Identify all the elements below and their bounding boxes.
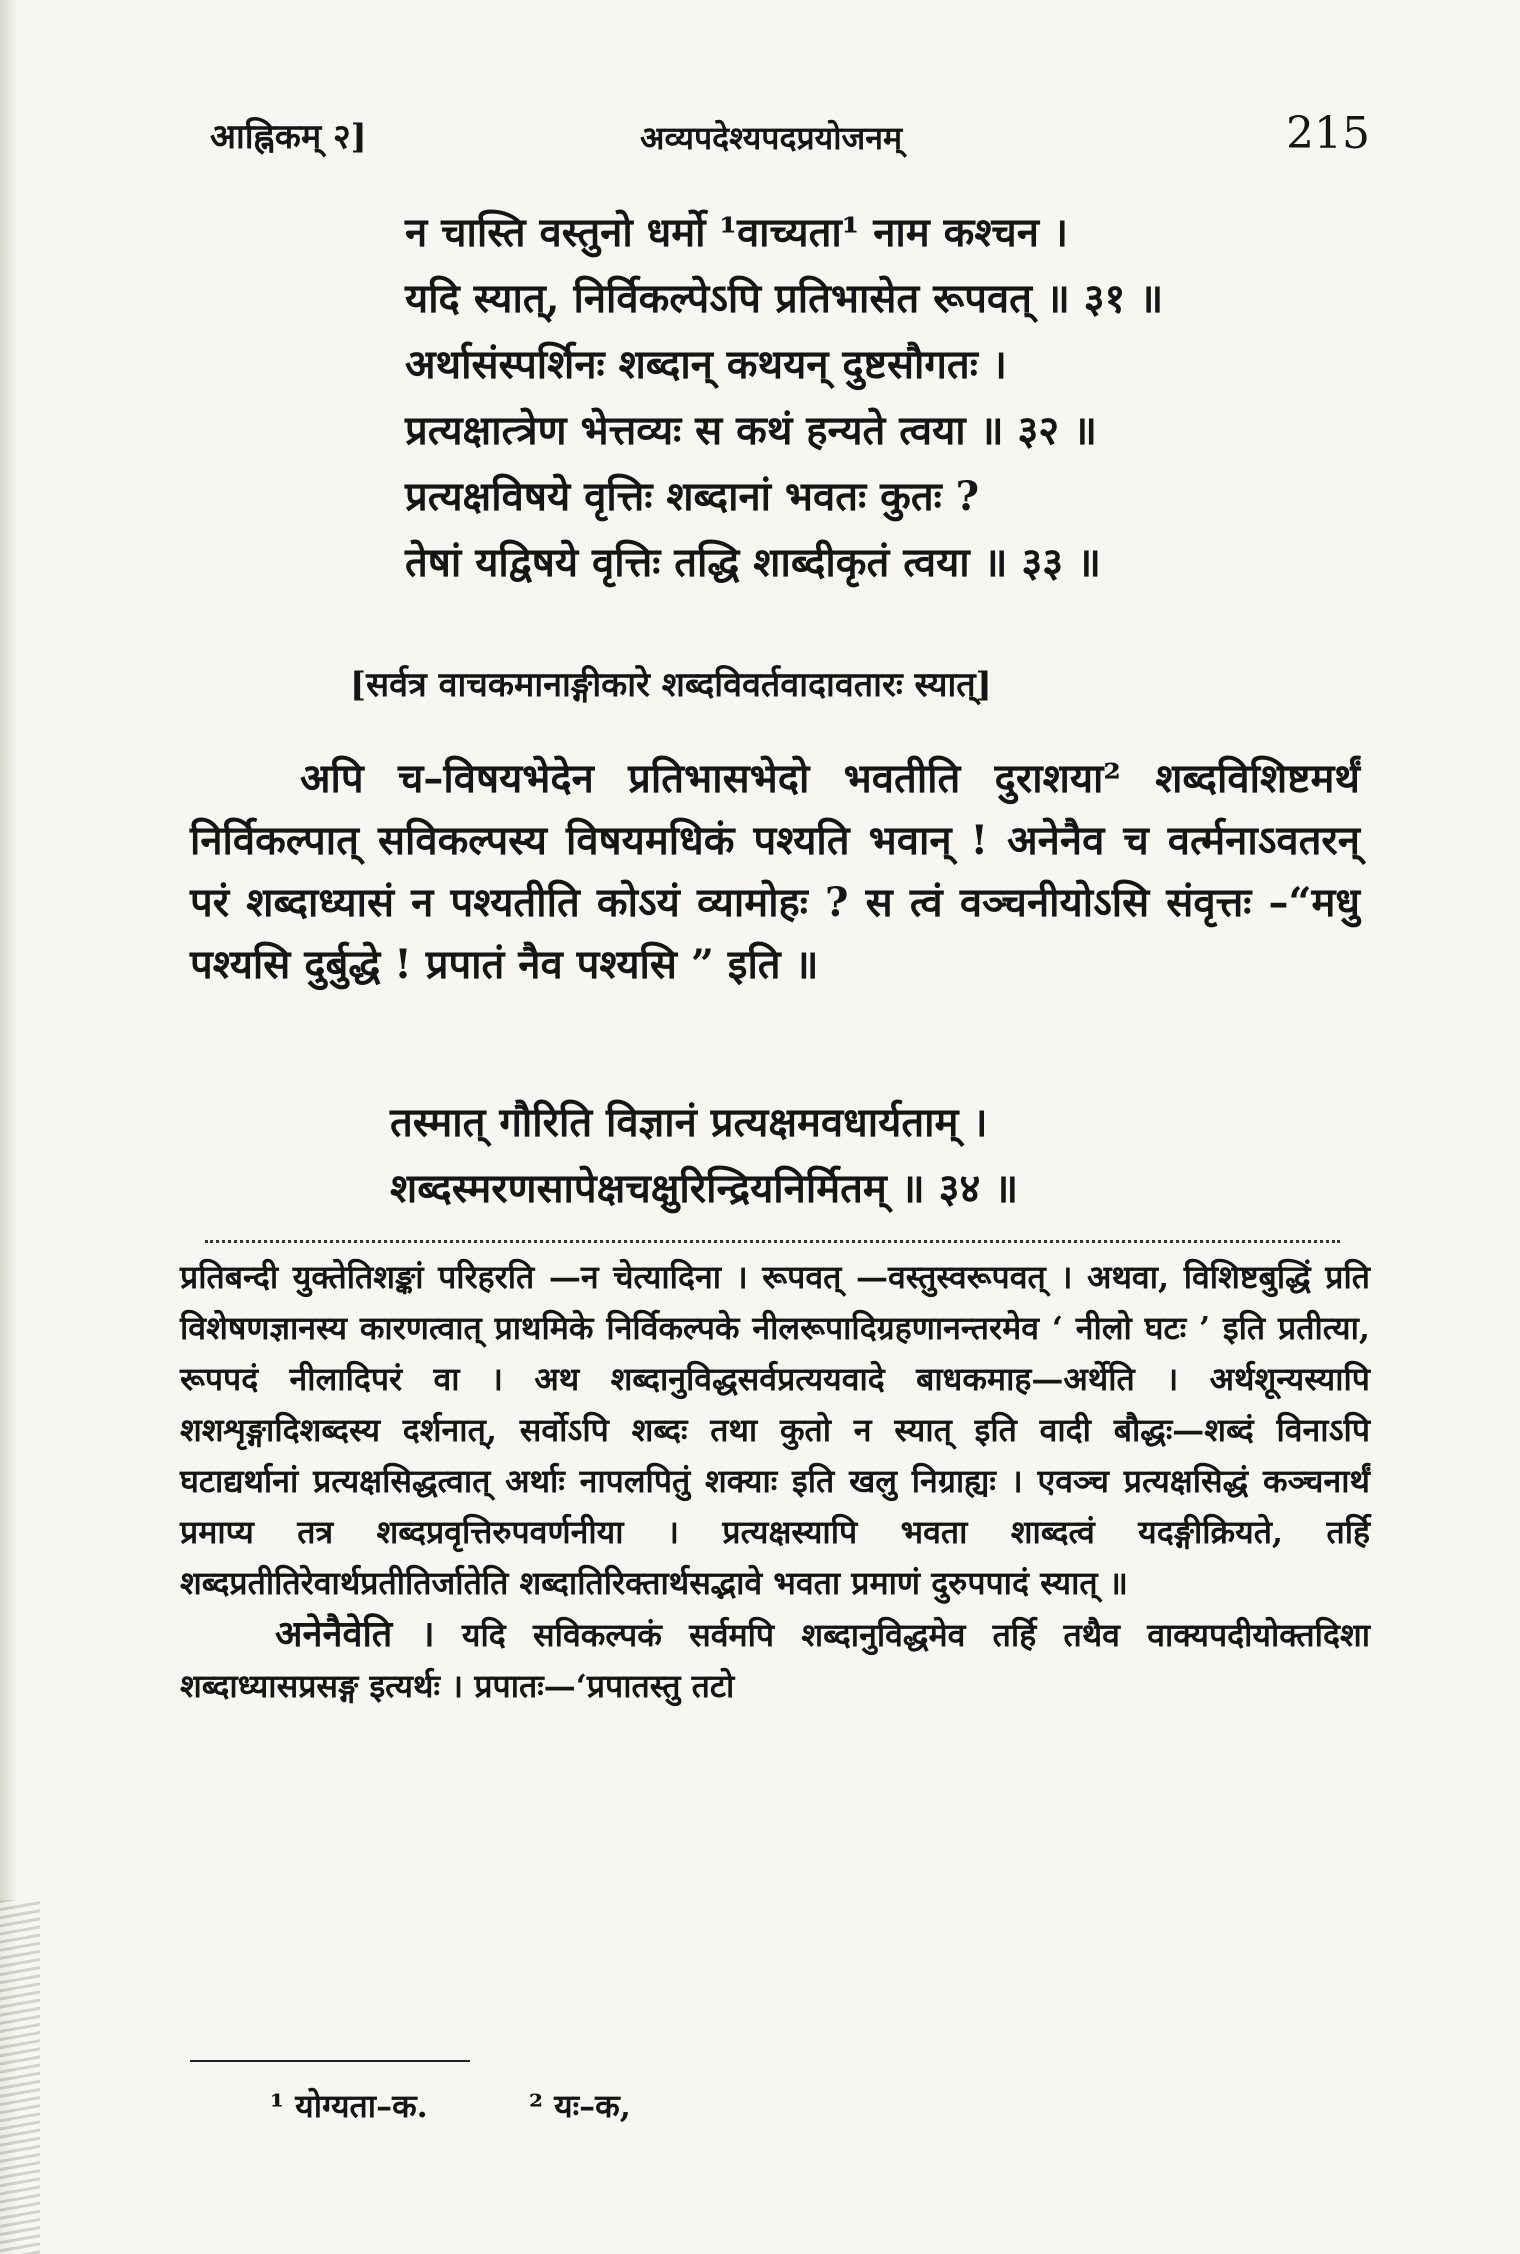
- verse-line: तेषां यद्विषये वृत्तिः तद्धि शाब्दीकृतं त्वया ॥ ३३ ॥: [405, 539, 1101, 586]
- verse-line: न चास्ति वस्तुनो धर्मो ¹वाच्यता¹ नाम कश्चन ।: [405, 209, 1068, 256]
- prose-text: अपि च–विषयभेदेन प्रतिभासभेदो भवतीति दुराशया² शब्दविशिष्टमर्थं निर्विकल्पात् सविकल्पस्य विषयमधिकं पश्यति भवान् ! अनेनैव च वर्त्मनाऽवतरन् परं शब्दाध्यासं न पश्यतीति कोऽयं व्यामोहः ? स त्वं वञ्चनीयोऽसि संवृत्तः –“मधु पश्यसि दुर्बुद्धे ! प्रपातं नैव पश्यसि ” इति ॥: [190, 755, 1360, 988]
- footnote: ¹ योग्यता–क.: [270, 2087, 428, 2125]
- commentary-text: यदि सविकल्पकं सर्वमपि शब्दानुविद्धमेव तर्हि तथैव वाक्यपदीयोक्तदिशा शब्दाध्यासप्रसङ्ग इत्यर्थः । प्रपातः—‘प्रपातस्तु तटो: [180, 1616, 1371, 1705]
- commentary-paragraph-1: प्रतिबन्दी युक्तेतिशङ्कां परिहरति —न चेत्यादिना । रूपवत् —वस्तुस्वरूपवत् । अथवा, विशिष्टबुद्धिं प्रति विशेषणज्ञानस्य कारणत्वात् प्राथमिके निर्विकल्पके नीलरूपादिग्रहणानन्तरमेव ‘ नीलो घटः ’ इति प्रतीत्या, रूपपदं नीलादिपरं वा । अथ शब्दानुविद्धसर्वप्रत्ययवादे बाधकमाह—अर्थेति । अर्थशून्यस्यापि शशशृङ्गादिशब्दस्य दर्शनात्, सर्वोऽपि शब्दः तथा कुतो न स्यात् इति वादी बौद्धः—शब्दं विनाऽपि घटाद्यर्थानां प्रत्यक्षसिद्धत्वात् अर्थाः नापलपितुं शक्याः इति खलु निग्राह्यः । एवञ्च प्रत्यक्षसिद्धं कञ्चनार्थं प्रमाप्य तत्र शब्दप्रवृत्तिरुपवर्णनीया । प्रत्यक्षस्यापि भवता शाब्दत्वं यदङ्गीक्रियते, तर्हि शब्दप्रतीतिरेवार्थप्रतीतिर्जातेति शब्दातिरिक्तार्थसद्भावे भवता प्रमाणं दुरुपपादं स्यात् ॥: [180, 1258, 1370, 1602]
- commentary: [180, 1252, 1370, 1712]
- verse-block-1: [405, 200, 1365, 596]
- section-heading: [सर्वत्र वाचकमानाङ्गीकारे शब्दविवर्तवादावतारः स्यात्]: [350, 665, 992, 705]
- verse-line: तस्मात् गौरिति विज्ञानं प्रत्यक्षमवधार्यताम् ।: [390, 1099, 988, 1146]
- verse-line: शब्दस्मरणसापेक्षचक्षुरिन्द्रियनिर्मितम् ॥ ३४ ॥: [390, 1165, 1019, 1212]
- commentary-paragraph-2: [180, 1609, 1370, 1712]
- prose-paragraph: [190, 748, 1360, 996]
- page-number: 215: [1286, 108, 1370, 159]
- verse-block-2: [390, 1090, 1350, 1222]
- verse-line: प्रत्यक्षात्त्रेण भेत्तव्यः स कथं हन्यते त्वया ॥ ३२ ॥: [405, 407, 1097, 454]
- running-head-title: अव्यपदेश्यपदप्रयोजनम्: [640, 119, 903, 157]
- running-head: [190, 108, 1370, 168]
- footnotes: [270, 2084, 1070, 2127]
- running-head-chapter: आह्निकम् २]: [210, 117, 367, 157]
- verse-line: अर्थासंस्पर्शिनः शब्दान् कथयन् दुष्टसौगतः ।: [405, 341, 1007, 388]
- footnote-divider: [190, 2060, 470, 2062]
- footnote: ² यः–क,: [528, 2087, 631, 2125]
- verse-line: प्रत्यक्षविषये वृत्तिः शब्दानां भवतः कुतः ?: [405, 473, 980, 520]
- commentary-divider: [205, 1240, 1340, 1243]
- scan-edge-noise: [0, 1900, 40, 2254]
- verse-line: यदि स्यात्, निर्विकल्पेऽपि प्रतिभासेत रूपवत् ॥ ३१ ॥: [405, 275, 1164, 322]
- commentary-lemma: अनेनैवेति ।: [275, 1613, 435, 1655]
